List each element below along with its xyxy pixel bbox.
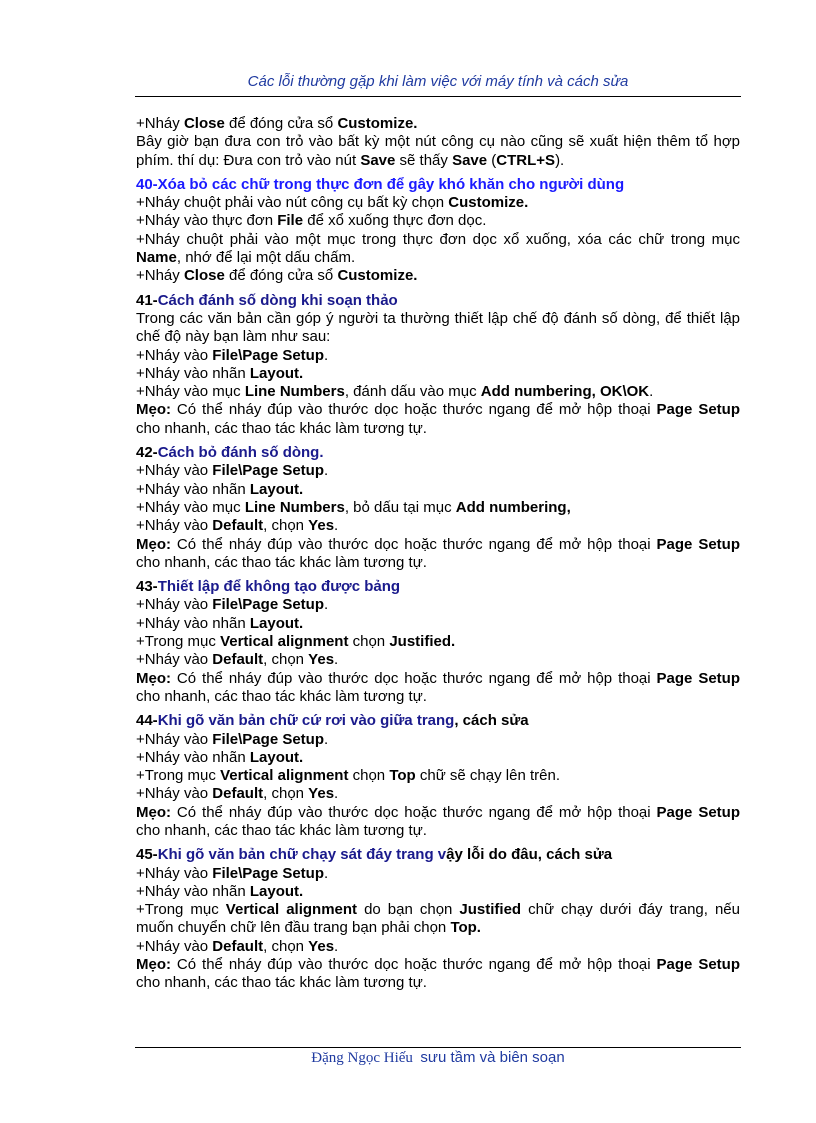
section-title: 40-Xóa bỏ các chữ trong thực đơn để gây khó khăn cho người dùng: [136, 175, 625, 193]
section-45: [136, 846, 740, 992]
paragraph: Trong các văn bản cần góp ý người ta thường thiết lập chế độ đánh số dòng, để thiết lập chế độ này bạn làm như sau:: [136, 309, 740, 346]
footer-rule: [135, 1047, 741, 1048]
paragraph: +Nháy chuột phải vào một mục trong thực đơn dọc xổ xuống, xóa các chữ trong mục Name, nhớ để lại một dấu chấm.: [136, 230, 740, 267]
paragraph: +Nháy vào Default, chọn Yes.: [136, 651, 339, 669]
section-title: 43-Thiết lập để không tạo được bảng: [136, 578, 401, 596]
running-footer: [135, 1049, 741, 1067]
paragraph: +Nháy vào nhãn Layout.: [136, 748, 304, 766]
paragraph: +Nháy vào thực đơn File để xổ xuống thực đơn dọc.: [136, 212, 487, 230]
section-intro: [136, 115, 740, 170]
footer-note: sưu tầm và biên soạn: [420, 1049, 565, 1066]
paragraph: Bây giờ bạn đưa con trỏ vào bất kỳ một nút công cụ nào cũng sẽ xuất hiện thêm tổ hợp phím. thí dụ: Đưa con trỏ vào nút Save sẽ thấy Save (CTRL+S).: [136, 133, 740, 169]
paragraph: +Trong mục Vertical alignment chọn Top chữ sẽ chạy lên trên.: [136, 767, 560, 785]
section-41: [136, 292, 740, 438]
tip-paragraph: Mẹo: Có thể nháy đúp vào thước dọc hoặc thước ngang để mở hộp thoại Page Setup cho nhanh, các thao tác khác làm tương tự.: [136, 803, 741, 839]
section-43: [136, 578, 740, 706]
section-title: 44-Khi gõ văn bản chữ cứ rơi vào giữa trang, cách sửa: [136, 712, 529, 730]
paragraph: +Nháy Close để đóng cửa sổ Customize.: [136, 267, 418, 285]
section-title: 41-Cách đánh số dòng khi soạn thảo: [136, 291, 398, 309]
running-header: Các lỗi thường gặp khi làm việc với máy tính và cách sửa: [247, 73, 629, 90]
tip-paragraph: Mẹo: Có thể nháy đúp vào thước dọc hoặc thước ngang để mở hộp thoại Page Setup cho nhanh, các thao tác khác làm tương tự.: [136, 956, 741, 992]
paragraph: +Nháy vào mục Line Numbers, đánh dấu vào mục Add numbering, OK\OK.: [136, 383, 654, 401]
paragraph: +Nháy vào File\Page Setup.: [136, 730, 329, 748]
section-40: [136, 176, 740, 286]
paragraph: +Nháy vào nhãn Layout.: [136, 364, 304, 382]
paragraph: +Nháy vào Default, chọn Yes.: [136, 785, 339, 803]
paragraph: +Nháy vào nhãn Layout.: [136, 614, 304, 632]
header-rule: [135, 96, 741, 97]
paragraph: +Nháy vào nhãn Layout.: [136, 480, 304, 498]
section-title: 45-Khi gõ văn bản chữ chạy sát đáy trang vậy lỗi do đâu, cách sửa: [136, 846, 613, 864]
section-42: [136, 444, 740, 572]
paragraph: +Nháy vào File\Page Setup.: [136, 864, 329, 882]
paragraph: +Trong mục Vertical alignment chọn Justified.: [136, 633, 456, 651]
paragraph: +Nháy vào mục Line Numbers, bỏ dấu tại mục Add numbering,: [136, 498, 571, 516]
paragraph: +Nháy Close để đóng cửa sổ Customize.: [136, 115, 418, 132]
paragraph: +Nháy chuột phải vào nút công cụ bất kỳ chọn Customize.: [136, 194, 529, 212]
paragraph: +Nháy vào File\Page Setup.: [136, 346, 329, 364]
document-body: [136, 115, 740, 993]
paragraph: +Nháy vào Default, chọn Yes.: [136, 517, 339, 535]
footer-author: Đặng Ngọc Hiếu: [311, 1050, 413, 1066]
paragraph: +Nháy vào File\Page Setup.: [136, 596, 329, 614]
paragraph: +Nháy vào nhãn Layout.: [136, 882, 304, 900]
paragraph: +Nháy vào File\Page Setup.: [136, 462, 329, 480]
paragraph: +Trong mục Vertical alignment do bạn chọn Justified chữ chạy dưới đáy trang, nếu muốn chuyển chữ lên đầu trang bạn phải chọn Top.: [136, 901, 740, 937]
paragraph: +Nháy vào Default, chọn Yes.: [136, 937, 339, 955]
section-44: [136, 712, 740, 840]
tip-paragraph: Mẹo: Có thể nháy đúp vào thước dọc hoặc thước ngang để mở hộp thoại Page Setup cho nhanh, các thao tác khác làm tương tự.: [136, 669, 741, 705]
section-title: 42-Cách bỏ đánh số dòng.: [136, 444, 324, 462]
tip-paragraph: Mẹo: Có thể nháy đúp vào thước dọc hoặc thước ngang để mở hộp thoại Page Setup cho nhanh, các thao tác khác làm tương tự.: [136, 401, 741, 437]
tip-paragraph: Mẹo: Có thể nháy đúp vào thước dọc hoặc thước ngang để mở hộp thoại Page Setup cho nhanh, các thao tác khác làm tương tự.: [136, 535, 741, 571]
